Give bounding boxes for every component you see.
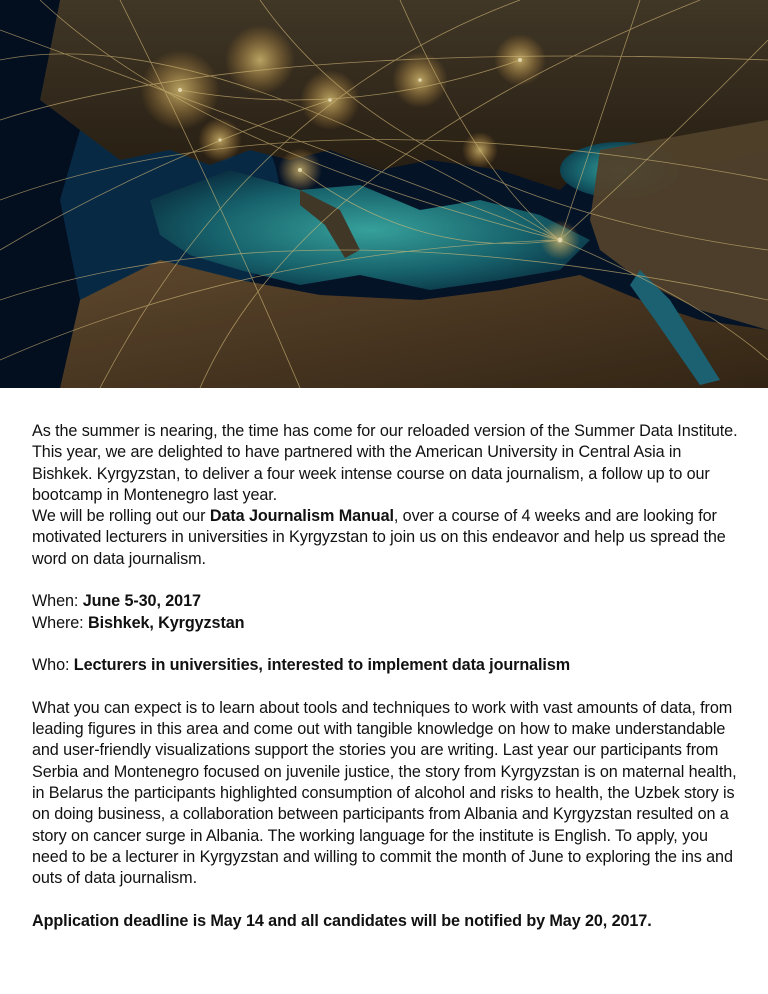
night-earth-network-map-icon <box>0 0 768 388</box>
manual-highlight: Data Journalism Manual <box>209 507 394 526</box>
who-value: Lecturers in universities, interested to implement data journalism <box>73 656 571 675</box>
who-line: Who: Lecturers in universities, interested to implement data journalism <box>32 656 571 675</box>
deadline-notice: Application deadline is May 14 and all candidates will be notified by May 20, 2017. <box>32 911 652 930</box>
where-line: Where: Bishkek, Kyrgyzstan <box>32 613 245 632</box>
expectations-paragraph: What you can expect is to learn about tools and techniques to work with vast amounts of data, from leading figures in this area and come out with tangible knowledge on how to make understandable and user-friendly visualizations support the stories you are writing. Last year our participants from Serbia and Montenegro focused on juvenile justice, the story from Kyrgyzstan is on maternal health, in Belarus the participants highlighted consumption of alcohol and risks to health, the Uzbek story is on doing business, a collaboration between participants from Albania and Kyrgyzstan resulted on a story on cancer surge in Albania. The working language for the institute is English. To apply, you need to be a lecturer in Kyrgyzstan and willing to commit the month of June to exploring the ins and outs of data journalism. <box>32 698 737 888</box>
hero-image <box>0 0 768 388</box>
article-body <box>32 421 744 932</box>
when-line: When: June 5-30, 2017 <box>32 592 201 611</box>
intro-paragraph: As the summer is nearing, the time has come for our reloaded version of the Summer Data Institute. This year, we are delighted to have partnered with the American University in Central Asia in Bishkek. Kyrgyzstan, to deliver a four week intense course on data journalism, a follow up to our bootcamp in Montenegro last year. We will be rolling out our Data Journalism Manual, over a course of 4 weeks and are looking for motivated lecturers in universities in Kyrgyzstan to join us on this endeavor and help us spread the word on data journalism. <box>32 422 738 568</box>
where-value: Bishkek, Kyrgyzstan <box>87 613 245 632</box>
when-value: June 5-30, 2017 <box>82 592 201 611</box>
